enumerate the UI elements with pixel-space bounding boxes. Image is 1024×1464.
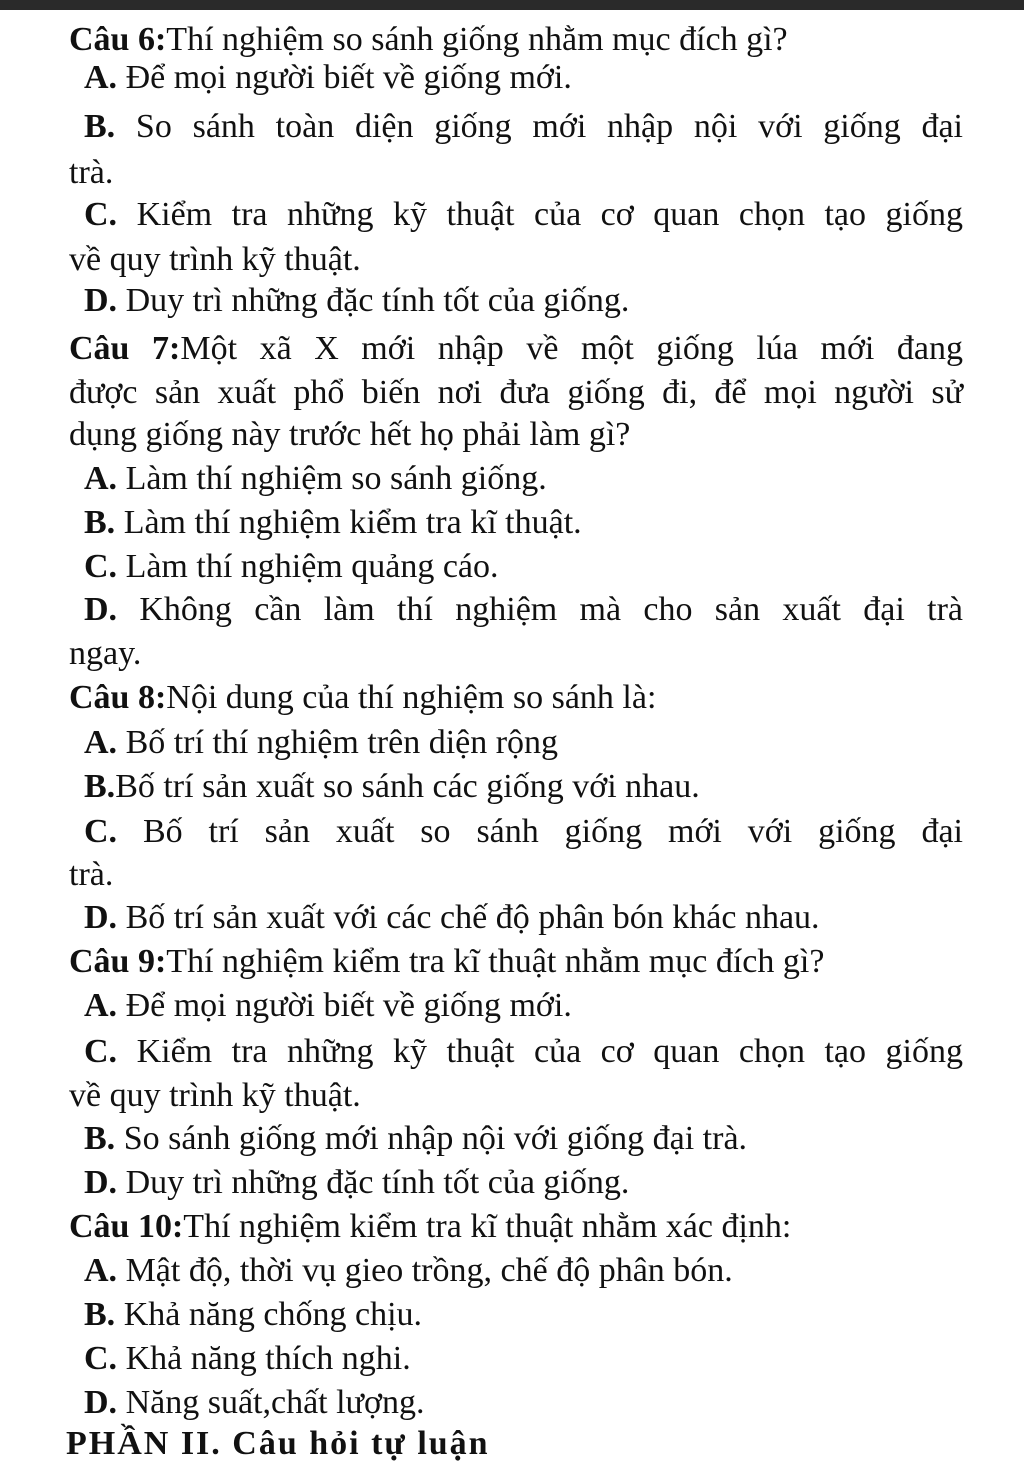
question-8-option-c-continued: trà. (69, 856, 114, 893)
question-8 (69, 678, 963, 718)
question-10-option-b: B. Khả năng chống chịu. (84, 1296, 423, 1333)
next-section-heading-partial: PHẦN II. Câu hỏi tự luận (66, 1425, 490, 1462)
question-9-label: Câu 9: (69, 943, 167, 980)
question-6-label: Câu 6: (69, 21, 167, 58)
question-7-label: Câu 7: (69, 330, 181, 367)
question-6-text: Thí nghiệm so sánh giống nhằm mục đích gì? (166, 21, 788, 58)
question-9-text: Thí nghiệm kiểm tra kĩ thuật nhằm mục đích gì? (166, 943, 825, 980)
question-9-option-a: A. Để mọi người biết về giống mới. (84, 987, 572, 1024)
question-10-text: Thí nghiệm kiểm tra kĩ thuật nhằm xác định: (183, 1208, 792, 1245)
question-8-label: Câu 8: (69, 679, 167, 716)
question-6-option-b: B. So sánh toàn diện giống mới nhập nội với giống đại (84, 108, 963, 145)
question-6 (69, 20, 963, 60)
question-6-option-c: C. Kiểm tra những kỹ thuật của cơ quan chọn tạo giống (84, 196, 963, 233)
question-6-option-a: A. Để mọi người biết về giống mới. (84, 59, 572, 96)
question-8-option-c: C. Bố trí sản xuất so sánh giống mới với giống đại (84, 813, 963, 850)
question-7-option-a: A. Làm thí nghiệm so sánh giống. (84, 460, 547, 497)
question-7-option-d-continued: ngay. (69, 635, 142, 672)
question-8-text: Nội dung của thí nghiệm so sánh là: (166, 679, 657, 716)
question-7 (69, 329, 963, 369)
question-9-option-c-continued: về quy trình kỹ thuật. (69, 1077, 361, 1114)
question-7-option-c: C. Làm thí nghiệm quảng cáo. (84, 548, 499, 585)
question-10-option-c: C. Khả năng thích nghi. (84, 1340, 411, 1377)
question-6-option-d: D. Duy trì những đặc tính tốt của giống. (84, 282, 630, 319)
question-10-option-d: D. Năng suất,chất lượng. (84, 1384, 425, 1421)
question-10 (69, 1207, 963, 1247)
question-9-option-d: D. Duy trì những đặc tính tốt của giống. (84, 1164, 630, 1201)
question-8-option-d: D. Bố trí sản xuất với các chế độ phân bón khác nhau. (84, 899, 820, 936)
question-7-option-b: B. Làm thí nghiệm kiểm tra kĩ thuật. (84, 504, 582, 541)
question-7-text-line-3: dụng giống này trước hết họ phải làm gì? (69, 416, 631, 453)
question-9-option-b: B. So sánh giống mới nhập nội với giống đại trà. (84, 1120, 748, 1157)
question-7-option-d: D. Không cần làm thí nghiệm mà cho sản xuất đại trà (84, 591, 963, 628)
question-9 (69, 942, 963, 982)
question-7-text-line-1: Một xã X mới nhập về một giống lúa mới đang (180, 330, 963, 367)
question-10-label: Câu 10: (69, 1208, 184, 1245)
question-6-option-c-continued: về quy trình kỹ thuật. (69, 241, 361, 278)
question-9-option-c: C. Kiểm tra những kỹ thuật của cơ quan chọn tạo giống (84, 1033, 963, 1070)
question-6-option-b-continued: trà. (69, 154, 114, 191)
question-8-option-a: A. Bố trí thí nghiệm trên diện rộng (84, 724, 559, 761)
question-7-text-line-2: được sản xuất phổ biến nơi đưa giống đi, để mọi người sử (69, 374, 963, 411)
question-10-option-a: A. Mật độ, thời vụ gieo trồng, chế độ phân bón. (84, 1252, 733, 1289)
question-8-option-b: B.Bố trí sản xuất so sánh các giống với nhau. (84, 768, 700, 805)
